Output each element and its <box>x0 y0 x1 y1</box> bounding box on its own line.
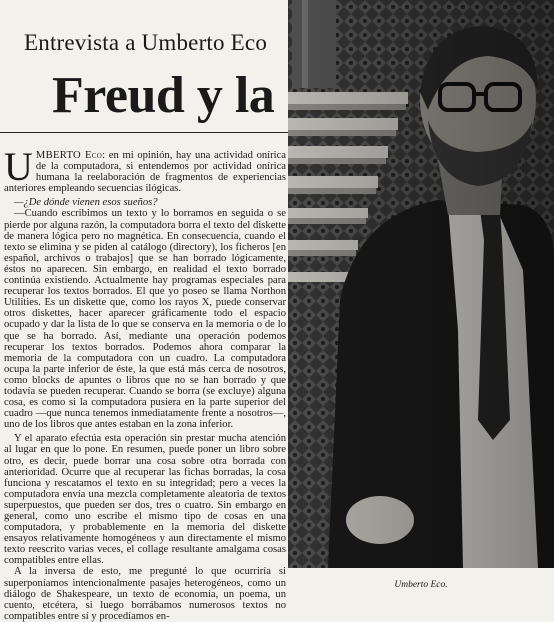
photo-column <box>288 0 554 600</box>
body-paragraph: —Cuando escribimos un texto y lo borramos en seguida o se pierde por alguna razón, la computadora borra el texto del diskette de manera lógica pero no magnética. En consecuencia, cuando el texto se elimina y se piden al catálogo (directory), los ficheros [en español, archivos o trabajos] que se han borrado lógicamente, éstos no aparecen. Sin embargo, en realidad el texto borrado continúa existiendo. Actualmente hay programas especiales para recuperar los textos borrados. El que yo poseo se llama Northon Utilities. Es un diskette que, como los rayos X, puede conservar otros diskettes, hacer aparecer gráficamente todo el espacio ocupado y dar la lista de lo que se conserva en la memoria o de lo que se ha borrado. Así, mediante una operación podemos recuperar los textos borrados. Podemos ahora comparar la memoria de la computadora con un cuadro. La computadora ocupa la parte inferior de éste, la que está más cerca de nosotros, como blocks de apuntes o libros que no se han borrado y que todavía se pueden recuperar. Cuando se borra (se excluye) alguna cosa, es como si la computadora pusiera en la parte superior del cuadro —que nunca tenemos inmediatamente frente a nosotros—, uno de los libros que antes estaban en la zona inferior. <box>4 208 286 431</box>
article-body <box>4 144 286 622</box>
drop-cap: U <box>4 144 33 189</box>
lead-paragraph <box>4 144 286 195</box>
interview-question: —¿De dónde vienen esos sueños? <box>14 197 158 209</box>
lead-text: : en mi opinión, hay una actividad onírica de la computadora, si entendemos por actividad onírica humana la reelaboración de fragmentos de experiencias anteriores empleando secuencias ilógicas. <box>4 150 286 195</box>
photo-caption: Umberto Eco. <box>394 580 448 590</box>
portrait-illustration <box>288 0 554 568</box>
headline-rule <box>0 132 288 133</box>
body-paragraph: A la inversa de esto, me pregunté lo que ocurriría si superponíamos intencionalmente pasajes heterogéneos, como un diálogo de Shakespeare, un texto de economía, un poema, un cuento, etcétera, si luego borrábamos numerosos textos no compatibles entre sí y procedíamos en- <box>4 566 286 622</box>
article-kicker: Entrevista a Umberto Eco <box>24 30 268 55</box>
portrait-photo <box>288 0 554 568</box>
body-paragraph: Y el aparato efectúa esta operación sin prestar mucha atención al lugar en que lo pone. En resumen, puede poner un libro sobre otro, es decir, puede borrar una cosa sobre otra borrada con anterioridad. Ocurre que al recuperar las fichas borradas, la cosa funciona y rescatamos el texto en su integridad; pero a veces la computadora envía una mezcla completamente aleatoria de textos superpuestos, que pueden ser dos, tres o cuatro. Sin embargo en general, como uno escribe el mismo tipo de cosas en una computadora, y probablemente en la memoria del diskette ensayos relativamente homogéneos y aun directamente el mismo texto reescrito varias veces, el collage resultante amalgama cosas compatibles entre ellas. <box>4 433 286 567</box>
lead-caps: MBERTO Eco <box>35 150 103 161</box>
article-headline: Freud y la <box>52 67 275 124</box>
